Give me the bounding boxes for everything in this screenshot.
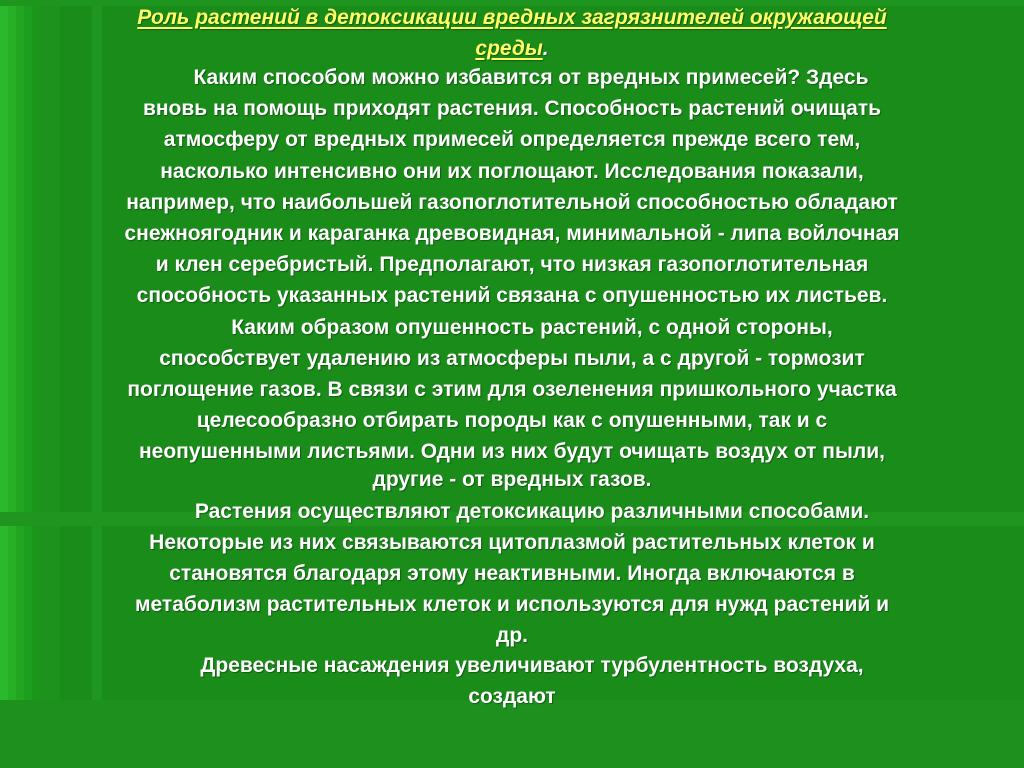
paragraph-line: снежноягодник и караганка древовидная, минимальной - липа войлочная xyxy=(124,222,900,245)
slide-title-continued xyxy=(0,34,1024,63)
paragraph-line: неопушенными листьями. Одни из них будут очищать воздух от пыли, xyxy=(138,440,886,463)
slide-title xyxy=(0,3,1024,32)
paragraph-line: вновь на помощь приходят растения. Способность растений очищать xyxy=(142,97,882,120)
paragraph-line: другие - от вредных газов. xyxy=(372,468,652,491)
paragraph-line: атмосферу от вредных примесей определяется прежде всего тем, xyxy=(163,128,861,151)
paragraph-line: насколько интенсивно они их поглощают. Исследования показали, xyxy=(160,160,864,183)
paragraph-line: метаболизм растительных клеток и используются для нужд растений и xyxy=(134,593,890,616)
paragraph-line: Каким образом опушенность растений, с одной стороны, xyxy=(231,316,833,339)
slide-title-line1: Роль растений в детоксикации вредных загрязнителей окружающей xyxy=(137,6,887,29)
paragraph-line: способствует удалению из атмосферы пыли, а с другой - тормозит xyxy=(159,347,865,370)
paragraph-line: Каким способом можно избавится от вредных примесей? Здесь xyxy=(193,66,869,89)
paragraph-line: Растения осуществляют детоксикацию различными способами. xyxy=(194,500,870,523)
slide-title-line2: среды xyxy=(475,37,543,60)
paragraph-line: др. xyxy=(496,624,528,647)
paragraph-line: и клен серебристый. Предполагают, что низкая газопоглотительная xyxy=(155,253,869,276)
paragraph-line: создают xyxy=(468,685,556,708)
paragraph-line: Некоторые из них связываются цитоплазмой растительных клеток и xyxy=(149,531,875,554)
slide-title-period: . xyxy=(542,37,549,60)
paragraph-line: целесообразно отбирать породы как с опушенными, так и с xyxy=(196,409,828,432)
paragraph-line: например, что наибольшей газопоглотительной способностью обладают xyxy=(126,191,898,214)
paragraph-line: становятся благодаря этому неактивными. Иногда включаются в xyxy=(169,562,855,585)
paragraph-line: способность указанных растений связана с опушенностью их листьев. xyxy=(136,284,888,307)
paragraph-line: поглощение газов. В связи с этим для озеленения пришкольного участка xyxy=(127,378,897,401)
paragraph-line: Древесные насаждения увеличивают турбулентность воздуха, xyxy=(200,654,864,677)
